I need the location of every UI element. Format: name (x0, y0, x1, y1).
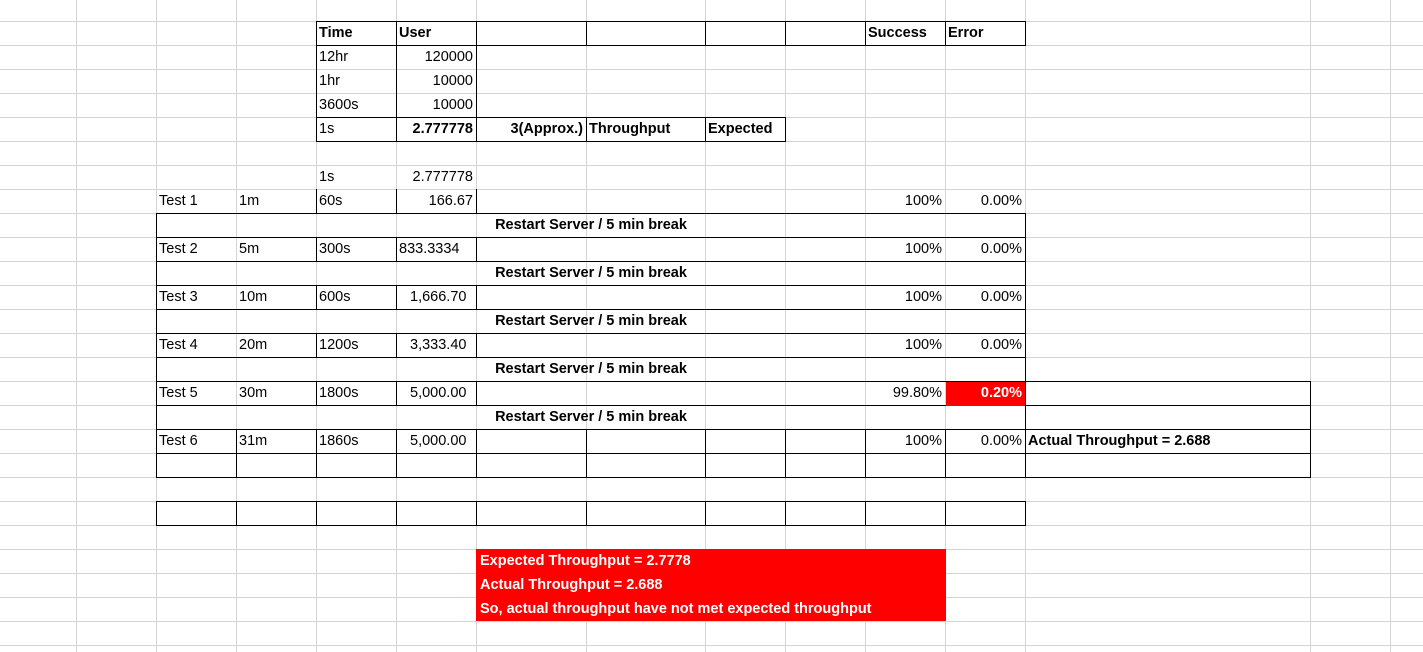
summary-actual: Actual Throughput = 2.688 (480, 577, 663, 593)
test-seconds[interactable]: 1800s (319, 385, 359, 401)
test-duration[interactable]: 20m (239, 337, 268, 353)
test-seconds[interactable]: 60s (319, 193, 343, 209)
test-name[interactable]: Test 4 (159, 337, 198, 353)
header-time[interactable]: Time (319, 25, 353, 41)
calc-time-cell[interactable]: 12hr (319, 49, 349, 65)
test-error-highlighted[interactable]: 0.20% (946, 382, 1025, 406)
calc-user-cell[interactable]: 2.777778 (412, 121, 473, 137)
test-duration[interactable]: 30m (239, 385, 268, 401)
test-error[interactable]: 0.00% (980, 337, 1022, 353)
test-duration[interactable]: 1m (239, 193, 260, 209)
test-seconds[interactable]: 1200s (319, 337, 359, 353)
test-error[interactable]: 0.00% (980, 433, 1022, 449)
test-success[interactable]: 100% (904, 193, 942, 209)
test-error[interactable]: 0.00% (980, 289, 1022, 305)
test-error[interactable]: 0.00% (980, 193, 1022, 209)
test-name[interactable]: Test 6 (159, 433, 198, 449)
break-label[interactable]: Restart Server / 5 min break (495, 361, 687, 377)
break-label[interactable]: Restart Server / 5 min break (495, 313, 687, 329)
test-duration[interactable]: 10m (239, 289, 268, 305)
calc-time-cell[interactable]: 1s (319, 169, 335, 185)
test-name[interactable]: Test 3 (159, 289, 198, 305)
test-seconds[interactable]: 1860s (319, 433, 359, 449)
test-duration[interactable]: 5m (239, 241, 260, 257)
test-seconds[interactable]: 600s (319, 289, 351, 305)
test-users[interactable]: 1,666.70 (410, 289, 467, 305)
break-label[interactable]: Restart Server / 5 min break (495, 265, 687, 281)
actual-throughput-note[interactable]: Actual Throughput = 2.688 (1028, 433, 1211, 449)
calc-user-cell[interactable]: 2.777778 (412, 169, 473, 185)
test-users[interactable]: 833.3334 (399, 241, 460, 257)
expected-label[interactable]: Expected (708, 121, 773, 137)
test-name[interactable]: Test 2 (159, 241, 198, 257)
header-error[interactable]: Error (948, 25, 984, 41)
test-users[interactable]: 166.67 (428, 193, 473, 209)
break-label[interactable]: Restart Server / 5 min break (495, 409, 687, 425)
test-name[interactable]: Test 1 (159, 193, 198, 209)
calc-time-cell[interactable]: 1s (319, 121, 335, 137)
summary-conclusion: So, actual throughput have not met expected throughput (480, 601, 872, 617)
test-users[interactable]: 5,000.00 (410, 385, 467, 401)
summary-expected: Expected Throughput = 2.7778 (480, 553, 691, 569)
test-success[interactable]: 100% (904, 241, 942, 257)
calc-user-cell[interactable]: 120000 (424, 49, 473, 65)
test-success[interactable]: 100% (904, 433, 942, 449)
calc-user-cell[interactable]: 10000 (432, 73, 473, 89)
calc-user-cell[interactable]: 10000 (432, 97, 473, 113)
header-success[interactable]: Success (868, 25, 927, 41)
test-users[interactable]: 5,000.00 (410, 433, 467, 449)
empty-bordered-row (156, 501, 1026, 526)
test-users[interactable]: 3,333.40 (410, 337, 467, 353)
test-error[interactable]: 0.00% (980, 241, 1022, 257)
approx-value[interactable]: 3(Approx.) (510, 121, 583, 137)
break-label[interactable]: Restart Server / 5 min break (495, 217, 687, 233)
calc-time-cell[interactable]: 3600s (319, 97, 359, 113)
break-row (156, 405, 1311, 430)
test-success[interactable]: 100% (904, 337, 942, 353)
throughput-label[interactable]: Throughput (589, 121, 671, 137)
test-success[interactable]: 100% (904, 289, 942, 305)
test-name[interactable]: Test 5 (159, 385, 198, 401)
test-seconds[interactable]: 300s (319, 241, 351, 257)
test-duration[interactable]: 31m (239, 433, 268, 449)
summary-block[interactable] (476, 549, 946, 621)
header-user[interactable]: User (399, 25, 432, 41)
test-success[interactable]: 99.80% (892, 385, 942, 401)
calc-time-cell[interactable]: 1hr (319, 73, 340, 89)
